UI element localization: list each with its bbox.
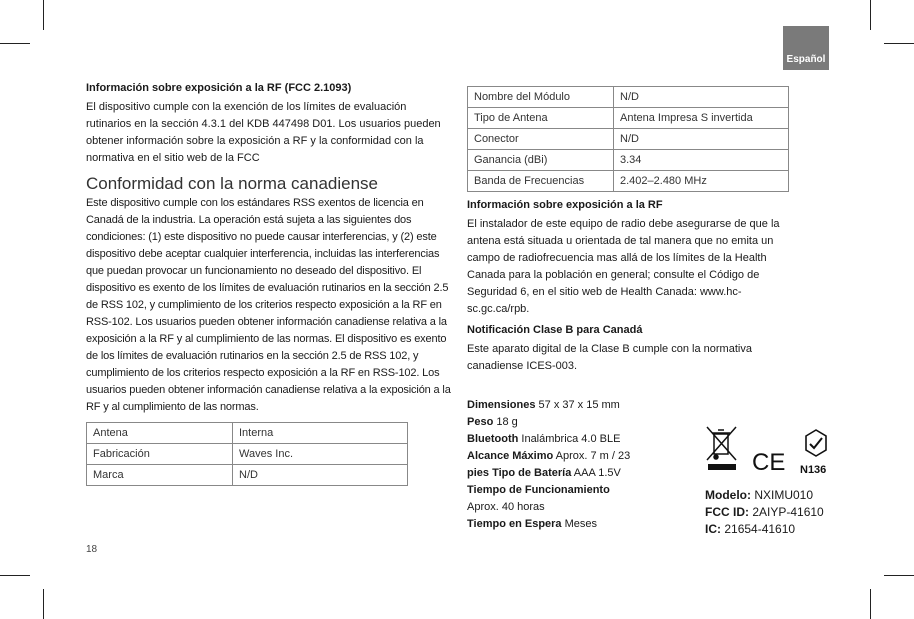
left-column (86, 80, 452, 486)
spec-battery: pies Tipo de Batería AAA 1.5V (467, 467, 621, 479)
table-cell-label: Conector (468, 129, 614, 150)
rcm-mark-icon (800, 430, 826, 476)
table-row (87, 444, 408, 465)
spec-dimensions: Dimensiones 57 x 37 x 15 mm (467, 399, 620, 411)
module-table (467, 86, 789, 192)
class-b-heading: Notificación Clase B para Canadá (467, 324, 643, 336)
table-cell-label: Tipo de Antena (468, 108, 614, 129)
rf-exposure-text: El dispositivo cumple con la exención de los límites de evaluación rutinarios en la sección 4.3.1 del KDB 447498 D01. Los usuarios pueden obtener información sobre la exposición a RF y la conformidad con la normativa en el sitio web de la FCC (86, 101, 441, 164)
table-row (468, 150, 789, 171)
ic-id: IC: 21654-41610 (705, 522, 796, 536)
crop-mark (870, 0, 871, 30)
table-row (87, 465, 408, 486)
rf-exposure-heading: Información sobre exposición a la RF (FCC 2.1093) (86, 82, 352, 94)
device-identifiers (705, 487, 824, 538)
table-cell-label: Nombre del Módulo (468, 87, 614, 108)
spec-weight: Peso 18 g (467, 416, 518, 428)
spec-bluetooth: Bluetooth Inalámbrica 4.0 BLE (467, 433, 621, 445)
fcc-id: FCC ID: 2AIYP-41610 (705, 505, 824, 519)
spec-runtime-value: Aprox. 40 horas (467, 501, 545, 513)
crop-mark (0, 575, 30, 576)
table-cell-value: N/D (233, 465, 408, 486)
language-tab: Español (783, 26, 829, 70)
spec-standby: Tiempo en Espera Meses (467, 518, 598, 530)
crop-mark (43, 0, 44, 30)
table-cell-label: Fabricación (87, 444, 233, 465)
table-row (468, 171, 789, 192)
crop-mark (870, 589, 871, 619)
table-cell-value: Antena Impresa S invertida (614, 108, 789, 129)
table-cell-value: N/D (614, 87, 789, 108)
right-column (467, 86, 795, 375)
crop-mark (884, 43, 914, 44)
table-cell-label: Banda de Frecuencias (468, 171, 614, 192)
weee-bar-icon (708, 464, 736, 470)
spec-range: Alcance Máximo Aprox. 7 m / 23 (467, 450, 631, 462)
table-cell-value: N/D (614, 129, 789, 150)
table-cell-label: Marca (87, 465, 233, 486)
certification-marks (704, 426, 834, 478)
table-cell-value: 3.34 (614, 150, 789, 171)
class-b-text: Este aparato digital de la Clase B cumple con la normativa canadiense ICES-003. (467, 343, 752, 372)
table-row (468, 87, 789, 108)
table-row (468, 129, 789, 150)
crop-mark (0, 43, 30, 44)
crop-mark (43, 589, 44, 619)
weee-bin-icon (707, 427, 736, 460)
certification-marks-svg (704, 426, 834, 478)
antenna-table (86, 422, 408, 486)
canada-compliance-title: Conformidad con la norma canadiense (86, 174, 379, 193)
canada-compliance-text: Este dispositivo cumple con los estándares RSS exentos de licencia en Canadá de la industria. La operación está sujeta a las siguientes dos condiciones: (1) este dispositivo no puede causar interferencias, y (2) este dispositivo debe aceptar cualquier interferencia, incluidas las interferencias que puedan provocar un funcionamiento no deseado del dispositivo. El dispositivo es exento de los límites de evaluación rutinarios en la sección 2.5 de RSS 102, y cumplimiento de los criterios respecto exposición a la RF en RSS-102. Los usuarios pueden obtener información canadiense relativa a la exposición a la RF y al cumplimiento de las normas. El dispositivo es exento de los límites de evaluación rutinarios en la sección 2.5 de RSS 102, y cumplimiento de los criterios respecto exposición a la RF en RSS-102. Los usuarios pueden obtener información canadiense relativa a la exposición a la RF y al cumplimiento de las normas. (86, 197, 451, 413)
model-id: Modelo: NXIMU010 (705, 488, 814, 502)
table-row (468, 108, 789, 129)
table-row (87, 423, 408, 444)
table-cell-value: Waves Inc. (233, 444, 408, 465)
spec-runtime: Tiempo de Funcionamiento (467, 484, 610, 496)
table-cell-label: Antena (87, 423, 233, 444)
ce-mark-icon: CE (752, 449, 786, 476)
rf-exposure-canada-text: El instalador de este equipo de radio debe asegurarse de que la antena está situada u orientada de tal manera que no emita un campo de radiofrecuencia mas allá de los límites de la Health Canada para la población en general; consulte el Código de Seguridad 6, en el sitio web de Health Canada: www.hc-sc.gc.ca/rpb. (467, 218, 780, 315)
rcm-code: N136 (800, 464, 827, 476)
specifications (467, 397, 630, 533)
rf-exposure-canada-heading: Información sobre exposición a la RF (467, 199, 663, 211)
table-cell-label: Ganancia (dBi) (468, 150, 614, 171)
page-number: 18 (86, 544, 98, 555)
crop-mark (884, 575, 914, 576)
table-cell-value: 2.402–2.480 MHz (614, 171, 789, 192)
table-cell-value: Interna (233, 423, 408, 444)
